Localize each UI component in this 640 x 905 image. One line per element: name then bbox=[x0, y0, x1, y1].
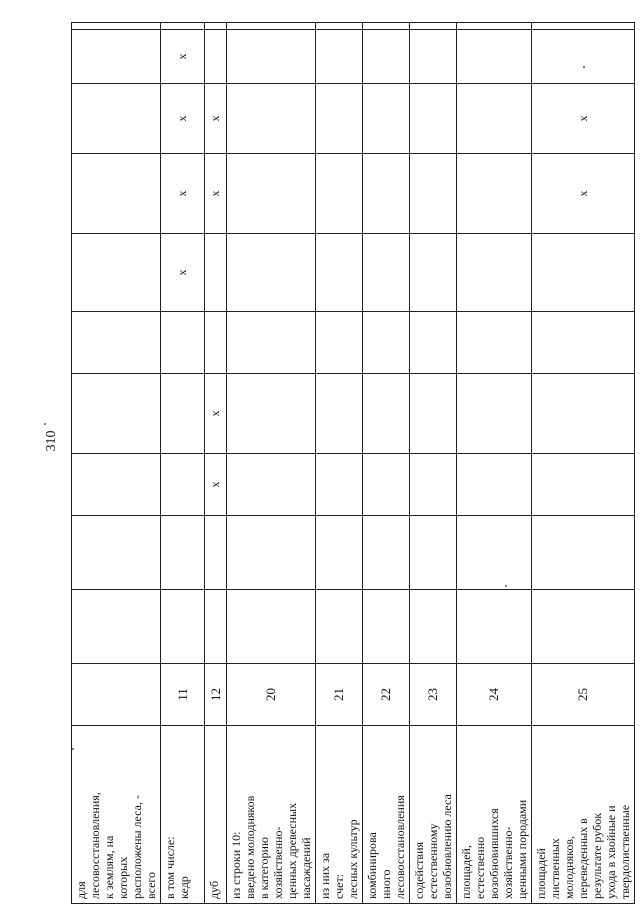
scan-speck bbox=[72, 748, 74, 750]
row-label-line: содействия bbox=[412, 841, 426, 899]
table-cell bbox=[72, 516, 161, 590]
row-label-line: лиственных bbox=[548, 838, 562, 899]
row-label bbox=[457, 726, 532, 904]
row-label-line: возобновлению леса bbox=[440, 794, 454, 899]
table-cell bbox=[227, 374, 316, 454]
table-cell bbox=[227, 23, 316, 30]
table-cell bbox=[161, 23, 205, 30]
row-label-line: в том числе: bbox=[163, 836, 177, 899]
table-cell bbox=[205, 312, 227, 374]
table-cell bbox=[316, 312, 363, 374]
table-cell: х bbox=[205, 154, 227, 234]
table-cell bbox=[457, 312, 532, 374]
table-cell bbox=[363, 23, 410, 30]
row-label-line: нного bbox=[379, 869, 393, 899]
table-cell bbox=[410, 374, 457, 454]
row-code: 23 bbox=[410, 664, 457, 726]
table-cell bbox=[410, 312, 457, 374]
row-label-line: лесовосстановления bbox=[393, 795, 407, 899]
table-cell bbox=[72, 234, 161, 312]
row-code: 25 bbox=[532, 664, 635, 726]
table-cell bbox=[205, 590, 227, 664]
table-cell bbox=[161, 590, 205, 664]
row-label-line: из строки 10: bbox=[229, 831, 243, 899]
table-cell bbox=[363, 234, 410, 312]
table-cell bbox=[363, 454, 410, 516]
row-label-line: результате рубок bbox=[590, 812, 604, 899]
table-cell bbox=[457, 154, 532, 234]
table-cell bbox=[161, 454, 205, 516]
row-label-line: переведенных в bbox=[576, 818, 590, 899]
table-cell bbox=[410, 23, 457, 30]
row-label-line: хозяйственно- bbox=[271, 826, 285, 899]
scan-speck bbox=[44, 423, 46, 425]
table-row bbox=[457, 23, 532, 904]
row-label-line: ценных древесных bbox=[285, 802, 299, 899]
table-cell bbox=[363, 154, 410, 234]
row-label-line: хозяйственно- bbox=[501, 826, 515, 899]
table-cell bbox=[316, 234, 363, 312]
row-label-line: которых bbox=[116, 856, 130, 899]
table-cell bbox=[316, 374, 363, 454]
row-code bbox=[72, 664, 161, 726]
table-cell bbox=[316, 154, 363, 234]
table-cell bbox=[457, 30, 532, 84]
table-cell bbox=[363, 312, 410, 374]
row-label-line: из них за bbox=[318, 852, 332, 899]
table-cell bbox=[410, 154, 457, 234]
table-cell bbox=[227, 516, 316, 590]
row-code: 20 bbox=[227, 664, 316, 726]
row-label-line: для bbox=[74, 881, 88, 899]
table-cell bbox=[532, 234, 635, 312]
row-label-line: всего bbox=[144, 871, 158, 899]
table-cell bbox=[363, 84, 410, 154]
row-label bbox=[227, 726, 316, 904]
table-cell bbox=[227, 312, 316, 374]
table-cell bbox=[161, 516, 205, 590]
table-cell bbox=[72, 590, 161, 664]
table-cell bbox=[532, 454, 635, 516]
table-cell: х bbox=[161, 30, 205, 84]
table-row bbox=[227, 23, 316, 904]
table-cell bbox=[72, 23, 161, 30]
table-cell bbox=[227, 234, 316, 312]
table-row bbox=[410, 23, 457, 904]
row-label-line: естественно bbox=[473, 836, 487, 899]
table-row bbox=[72, 23, 161, 904]
table-cell bbox=[227, 590, 316, 664]
table-cell bbox=[72, 454, 161, 516]
table-cell bbox=[457, 374, 532, 454]
table-cell bbox=[410, 234, 457, 312]
form-table bbox=[71, 22, 635, 904]
table-cell bbox=[161, 312, 205, 374]
row-code: 12 bbox=[205, 664, 227, 726]
table-cell bbox=[532, 374, 635, 454]
table-cell bbox=[363, 516, 410, 590]
table-cell bbox=[205, 30, 227, 84]
table-cell: х bbox=[205, 374, 227, 454]
row-label-line: в категорию bbox=[257, 837, 271, 899]
table-cell bbox=[457, 590, 532, 664]
table-cell bbox=[227, 30, 316, 84]
row-code: 21 bbox=[316, 664, 363, 726]
row-label bbox=[161, 726, 205, 904]
table-cell: х bbox=[532, 84, 635, 154]
table-row bbox=[161, 23, 205, 904]
row-code: 24 bbox=[457, 664, 532, 726]
page-number: 310 bbox=[44, 430, 59, 452]
table-cell bbox=[227, 84, 316, 154]
table-cell: х bbox=[161, 234, 205, 312]
table-cell bbox=[363, 374, 410, 454]
row-label-line: дуб bbox=[207, 880, 221, 899]
row-label-line: насаждений bbox=[299, 837, 313, 899]
table-cell bbox=[205, 234, 227, 312]
scan-speck bbox=[505, 585, 507, 587]
row-label-line: комбинирова bbox=[365, 832, 379, 899]
row-label bbox=[316, 726, 363, 904]
table-cell bbox=[316, 84, 363, 154]
table-cell bbox=[316, 454, 363, 516]
table-cell: х bbox=[205, 84, 227, 154]
table-cell bbox=[72, 312, 161, 374]
table-cell bbox=[457, 234, 532, 312]
row-label-line: к землям, на bbox=[102, 835, 116, 899]
table-cell: х bbox=[161, 84, 205, 154]
row-code: 22 bbox=[363, 664, 410, 726]
row-label-line: введено молодняков bbox=[243, 795, 257, 899]
table-cell bbox=[410, 84, 457, 154]
table-cell bbox=[227, 454, 316, 516]
table-cell bbox=[363, 590, 410, 664]
table-cell bbox=[532, 516, 635, 590]
row-label-line: ценными породами bbox=[515, 799, 529, 899]
table-cell: х bbox=[161, 154, 205, 234]
table-cell: х bbox=[532, 154, 635, 234]
table-cell: х bbox=[205, 454, 227, 516]
table-cell bbox=[363, 30, 410, 84]
table-cell bbox=[72, 374, 161, 454]
row-label bbox=[72, 726, 161, 904]
scan-speck bbox=[583, 66, 585, 68]
table-cell bbox=[161, 374, 205, 454]
table-cell bbox=[316, 590, 363, 664]
row-label-line: кедр bbox=[177, 876, 191, 899]
table-cell bbox=[532, 30, 635, 84]
table-row bbox=[205, 23, 227, 904]
table-cell bbox=[532, 312, 635, 374]
table-cell bbox=[410, 454, 457, 516]
row-label-line: твердолиственные bbox=[618, 804, 632, 899]
table-row bbox=[316, 23, 363, 904]
table-cell bbox=[72, 84, 161, 154]
table-cell bbox=[410, 30, 457, 84]
table-cell bbox=[205, 516, 227, 590]
row-label bbox=[363, 726, 410, 904]
row-label-line: молодняков, bbox=[562, 835, 576, 899]
table-row bbox=[532, 23, 635, 904]
table-cell bbox=[410, 516, 457, 590]
table-cell bbox=[532, 590, 635, 664]
row-label-line: площадей, bbox=[459, 845, 473, 899]
row-label-line: ухода в хвойные и bbox=[604, 805, 618, 899]
table-cell bbox=[316, 30, 363, 84]
table-cell bbox=[457, 23, 532, 30]
rotated-table-area bbox=[71, 22, 632, 904]
table-landscape bbox=[71, 22, 632, 904]
row-label-line: лесовосстановления, bbox=[88, 792, 102, 899]
table-cell bbox=[316, 23, 363, 30]
table-row bbox=[363, 23, 410, 904]
table-cell bbox=[457, 516, 532, 590]
table-cell bbox=[457, 84, 532, 154]
table-cell bbox=[457, 454, 532, 516]
table-cell bbox=[532, 23, 635, 30]
row-code: 11 bbox=[161, 664, 205, 726]
row-label-line: расположены леса, - bbox=[130, 795, 144, 899]
table-cell bbox=[227, 154, 316, 234]
table-cell bbox=[205, 23, 227, 30]
row-label-line: естественному bbox=[426, 823, 440, 899]
row-label-line: возобновившихся bbox=[487, 808, 501, 899]
row-label-line: площадей bbox=[534, 848, 548, 899]
row-label-line: лесных культур bbox=[346, 819, 360, 899]
row-label bbox=[205, 726, 227, 904]
row-label bbox=[532, 726, 635, 904]
row-label-line: счет: bbox=[332, 873, 346, 899]
table-cell bbox=[72, 154, 161, 234]
table-cell bbox=[72, 30, 161, 84]
row-label bbox=[410, 726, 457, 904]
table-cell bbox=[316, 516, 363, 590]
table-cell bbox=[410, 590, 457, 664]
